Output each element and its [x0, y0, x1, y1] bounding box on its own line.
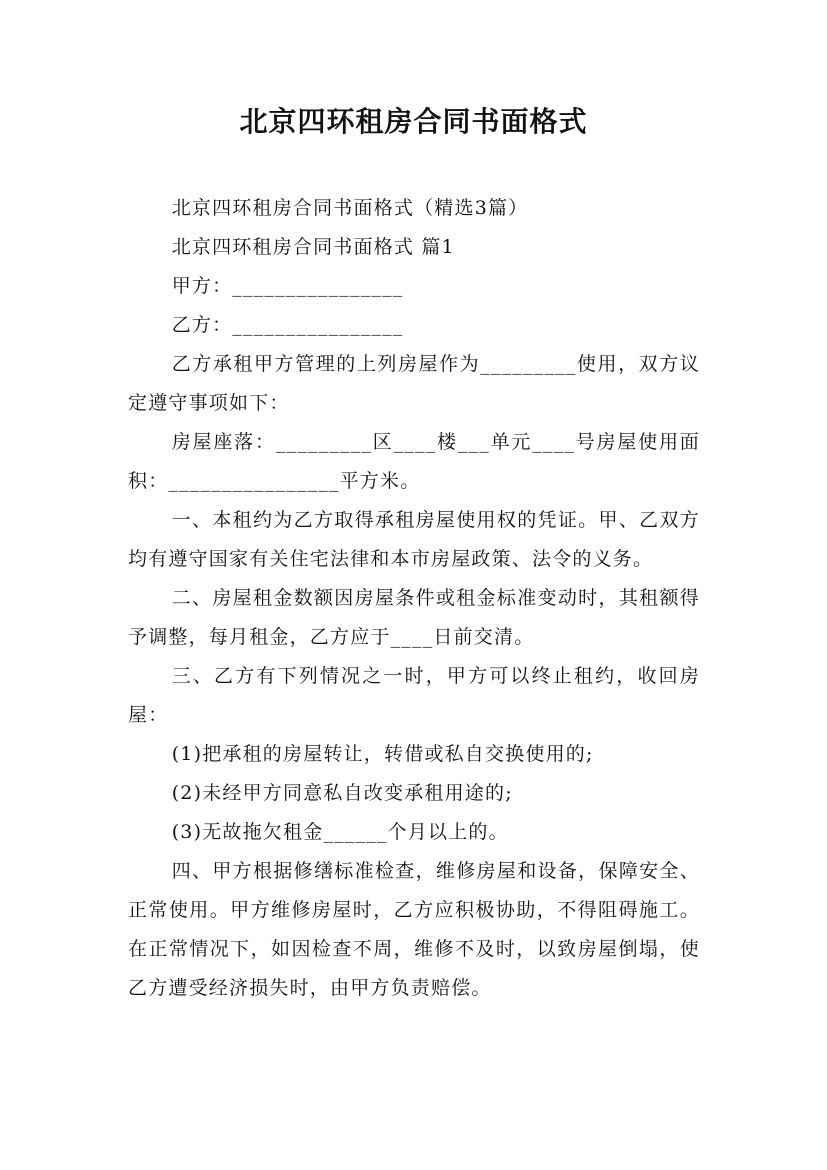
document-title: 北京四环租房合同书面格式: [239, 105, 588, 138]
paragraph-location: 房屋座落：_________区____楼___单元____号房屋使用面积：________________平方米。: [128, 431, 700, 492]
paragraph-section-heading: 北京四环租房合同书面格式 篇1: [171, 236, 455, 258]
clause-3-item-1: (1)把承租的房屋转让，转借或私自交换使用的;: [171, 743, 594, 765]
clause-2: 二、房屋租金数额因房屋条件或租金标准变动时，其租额得予调整，每月租金，乙方应于____日前交清。: [128, 587, 700, 648]
clause-3-item-3: (3)无故拖欠租金______个月以上的。: [171, 821, 509, 843]
paragraph-usage: 乙方承租甲方管理的上列房屋作为_________使用，双方议定遵守事项如下：: [128, 353, 700, 414]
clause-4: 四、甲方根据修缮标准检查，维修房屋和设备，保障安全、正常使用。甲方维修房屋时，乙方应积极协助，不得阻碍施工。在正常情况下，如因检查不周，维修不及时，以致房屋倒塌，使乙方遭受经济损失时，由甲方负责赔偿。: [128, 860, 700, 999]
party-b-line: 乙方：________________: [171, 314, 404, 336]
document-body: [128, 189, 700, 1008]
clause-3: 三、乙方有下列情况之一时，甲方可以终止租约，收回房屋：: [128, 665, 700, 726]
paragraph-subtitle: 北京四环租房合同书面格式（精选3篇）: [171, 197, 529, 219]
clause-3-item-2: (2)未经甲方同意私自改变承租用途的;: [171, 782, 513, 804]
party-a-line: 甲方：________________: [171, 275, 404, 297]
clause-1: 一、本租约为乙方取得承租房屋使用权的凭证。甲、乙双方均有遵守国家有关住宅法律和本市房屋政策、法令的义务。: [128, 509, 700, 570]
